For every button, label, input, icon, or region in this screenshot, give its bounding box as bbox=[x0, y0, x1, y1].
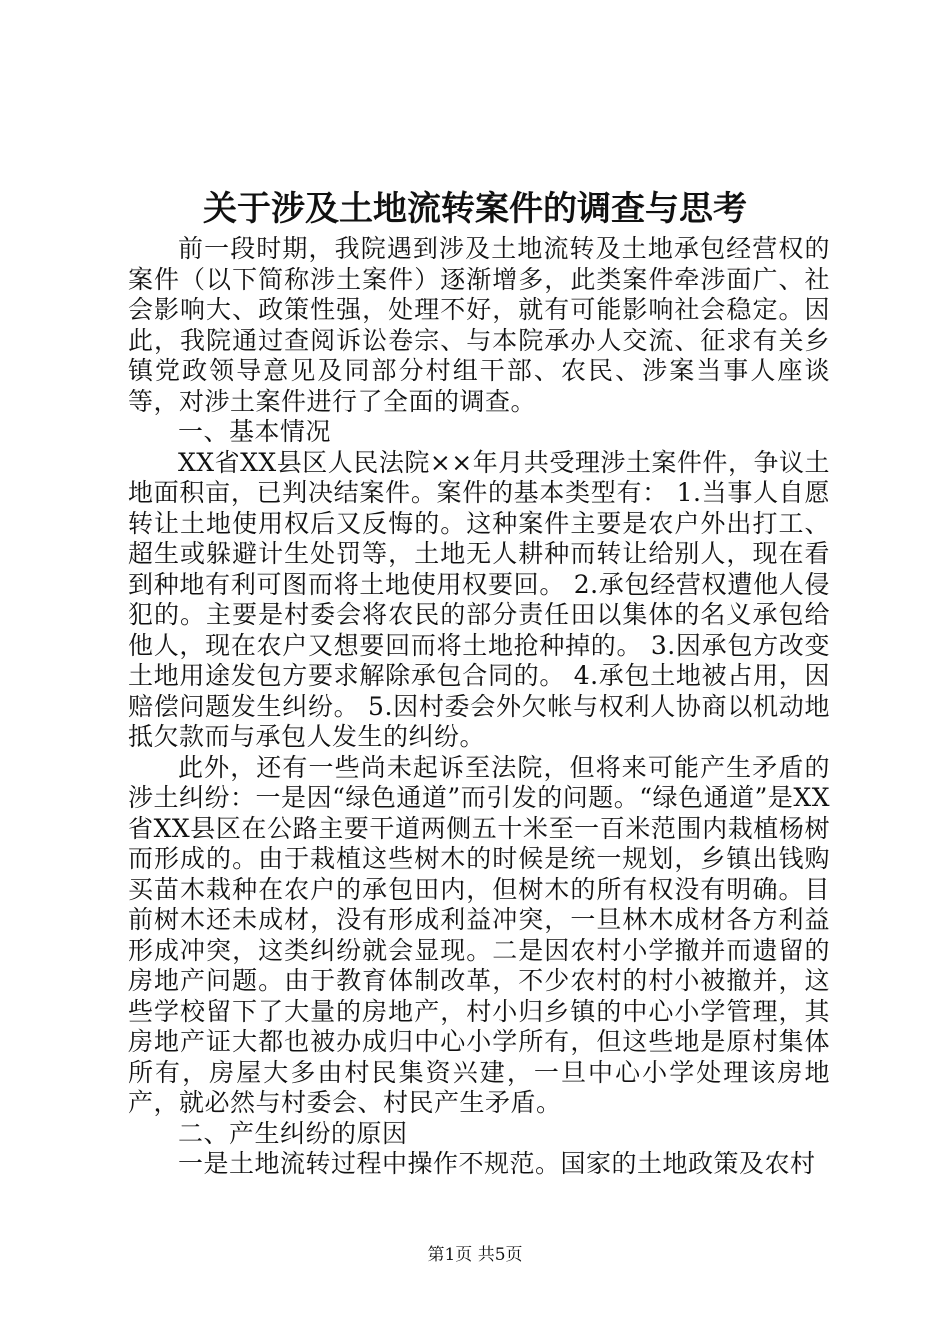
paragraph-potential-disputes: 此外，还有一些尚未起诉至法院，但将来可能产生矛盾的涉土纠纷：一是因“绿色通道”而引发的问题。“绿色通道”是XX省XX县区在公路主要干道两侧五十米至一百米范围内栽植杨树而形成的。由于栽植这些树木的时候是统一规划，乡镇出钱购买苗木栽种在农户的承包田内，但树木的所有权没有明确。目前树木还未成材，没有形成利益冲突，一旦林木成材各方利益形成冲突，这类纠纷就会显现。二是因农村小学撤并而遗留的房地产问题。由于教育体制改革，不少农村的村小被撤并，这些学校留下了大量的房地产，村小归乡镇的中心小学管理，其房地产证大都也被办成归中心小学所有，但这些地是原村集体所有，房屋大多由村民集资兴建，一旦中心小学处理该房地产，就必然与村委会、村民产生矛盾。 bbox=[128, 752, 830, 1117]
document-title: 关于涉及土地流转案件的调查与思考 bbox=[203, 189, 747, 229]
section-heading-causes: 二、产生纠纷的原因 bbox=[178, 1118, 408, 1148]
page-number-footer: 第1页 共5页 bbox=[427, 1245, 523, 1265]
section-heading-basic-situation: 一、基本情况 bbox=[178, 417, 332, 446]
document-body bbox=[128, 234, 830, 1180]
paragraph-intro: 前一段时期，我院遇到涉及土地流转及土地承包经营权的案件（以下简称涉土案件）逐渐增多，此类案件牵涉面广、社会影响大、政策性强，处理不好，就有可能影响社会稳定。因此，我院通过查阅诉讼卷宗、与本院承办人交流、征求有关乡镇党政领导意见及同部分村组干部、农民、涉案当事人座谈等，对涉土案件进行了全面的调查。 bbox=[128, 234, 830, 416]
paragraph-basic-situation: XX省XX县区人民法院××年月共受理涉土案件件，争议土地面积亩，已判决结案件。案件的基本类型有： 1.当事人自愿转让土地使用权后又反悔的。这种案件主要是农户外出打工、超生或躲避计生处罚等，土地无人耕种而转让给别人，现在看到种地有利可图而将土地使用权要回。 2.承包经营权遭他人侵犯的。主要是村委会将农民的部分责任田以集体的名义承包给他人，现在农户又想要回而将土地抢种掉的。 3.因承包方改变土地用途发包方要求解除承包合同的。 4.承包土地被占用，因赔偿问题发生纠纷。 5.因村委会外欠帐与权利人协商以机动地抵欠款而与承包人发生的纠纷。 bbox=[128, 447, 830, 751]
paragraph-cause-one: 一是土地流转过程中操作不规范。国家的土地政策及农村 bbox=[178, 1149, 816, 1178]
